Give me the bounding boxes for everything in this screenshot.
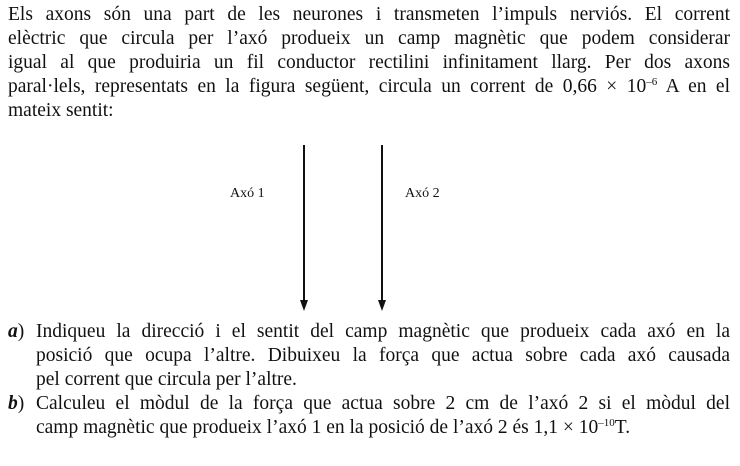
questions-list xyxy=(8,320,730,440)
axon-2-arrowhead-icon xyxy=(378,300,386,311)
axon-1-arrowhead-icon xyxy=(300,300,308,311)
question-b-paren: ) xyxy=(17,393,25,414)
intro-line: igual al que produiria un fil conductor rectilini infinitament llarg. Per dos axons xyxy=(8,52,730,73)
axon-2-label: Axó 2 xyxy=(405,186,440,201)
question-a-letter xyxy=(8,320,24,344)
intro-line: elèctric que circula per l’axó produeix un camp magnètic que podem considerar xyxy=(8,28,730,49)
question-b-line-field xyxy=(36,416,730,440)
question-a-paren: ) xyxy=(17,321,25,342)
question-b-letter-text: b xyxy=(8,393,18,414)
question-a-line: pel corrent que circula per l’altre. xyxy=(36,369,297,390)
axon-1-label: Axó 1 xyxy=(230,186,265,201)
question-b-line: Calculeu el mòdul de la força que actua sobre 2 cm de l’axó 2 si el mòdul del xyxy=(36,393,730,414)
intro-line: mateix sentit: xyxy=(8,100,114,121)
question-b-letter xyxy=(8,392,24,416)
current-unit-text: A en el xyxy=(665,76,730,97)
field-unit-text: T. xyxy=(614,417,631,438)
field-text: camp magnètic que produeix l’axó 1 en la posició de l’axó 2 és 1,1 × 10 xyxy=(36,417,599,438)
field-exponent: –10 xyxy=(598,417,615,429)
axon-1-arrow-line xyxy=(303,145,305,301)
question-a-line: Indiqueu la direcció i el sentit del camp magnètic que produeix cada axó en la xyxy=(36,321,730,342)
current-text: paral·lels, representats en la figura següent, circula un corrent de 0,66 × 10 xyxy=(8,76,647,97)
question-a-letter-text: a xyxy=(8,321,18,342)
intro-line-current xyxy=(8,75,730,99)
axons-figure xyxy=(0,140,740,320)
question-a xyxy=(8,320,730,392)
axon-2-arrow-line xyxy=(381,145,383,301)
problem-statement xyxy=(8,3,730,123)
intro-line: Els axons són una part de les neurones i transmeten l’impuls nerviós. El corrent xyxy=(8,4,730,25)
current-exponent: –6 xyxy=(646,76,658,88)
question-b xyxy=(8,392,730,440)
question-a-line: posició que ocupa l’altre. Dibuixeu la força que actua sobre cada axó causada xyxy=(36,345,730,366)
